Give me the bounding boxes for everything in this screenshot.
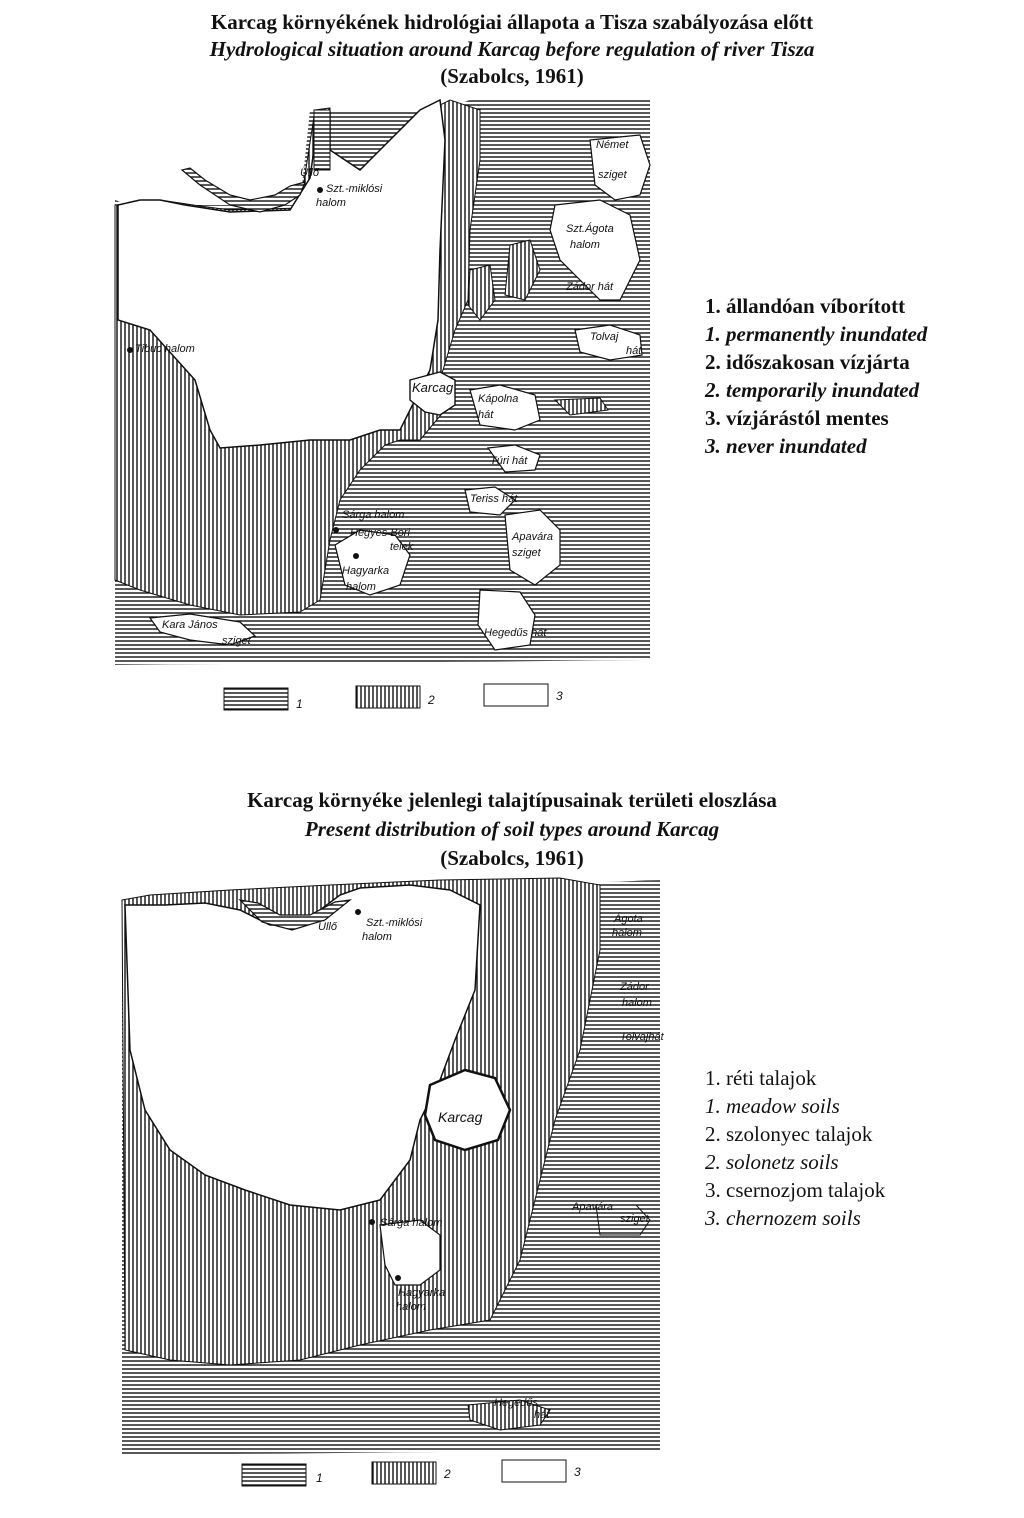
map2-key-swatch-1 (242, 1464, 306, 1486)
map1-key-label-2: 2 (428, 693, 435, 707)
map2-source: (Szabolcs, 1961) (440, 846, 584, 870)
map1-label-terisshat: Teriss hát (470, 493, 518, 505)
map1-label-telek: telek (390, 541, 414, 553)
map2-label-halom3: halom (622, 997, 652, 1009)
map2-label-halom1: halom (362, 931, 392, 943)
map1-north-strip (314, 110, 330, 170)
map2-marker-sztmiklosi (355, 909, 361, 915)
map1-label-hegyesbori: Hegyes Bori (350, 527, 410, 539)
map1-legend-3-hu: 3. vízjárástól mentes (705, 406, 889, 430)
map1-label-tolvaj: Tolvaj (590, 331, 619, 343)
map1-key-swatch-2 (356, 686, 420, 708)
map1-marker-sztmiklosi (317, 187, 323, 193)
map1-key (224, 684, 563, 711)
map1-key-swatch-3 (484, 684, 548, 706)
map2-label-sargahalom: Sárga halom (380, 1217, 443, 1229)
map2-label-halom2: halom (612, 927, 642, 939)
map1-label-sziget2: sziget (512, 547, 541, 559)
map1-legend-3-en: 3. never inundated (705, 434, 867, 458)
map1-label-nemet: Német (596, 139, 629, 151)
map2-label-hat: hát (534, 1409, 550, 1421)
map1-label-sztmiklosi: Szt.-miklósi (326, 183, 383, 195)
map1-label-hagyarka: Hagyarka (342, 565, 390, 577)
map2-title-en: Present distribution of soil types around Karcag (304, 817, 720, 841)
map2-label-hegedus: Hegedűs (494, 1397, 539, 1409)
map2-legend-2-en: 2. solonetz soils (705, 1150, 839, 1174)
map2-legend-3-en: 3. chernozem soils (705, 1206, 861, 1230)
map2-legend-2-hu: 2. szolonyec talajok (705, 1122, 873, 1146)
map1-source: (Szabolcs, 1961) (440, 64, 584, 88)
map1-label-karcag: Karcag (412, 380, 454, 395)
map1-legend-2-hu: 2. időszakosan vízjárta (705, 350, 910, 374)
map2-label-halom4: halom (396, 1301, 426, 1313)
map2-label-zador: Zádor (620, 981, 649, 993)
map1-marker-sargahalom (333, 527, 339, 533)
map1-marker-hagyarka (353, 553, 359, 559)
map2-legend-3-hu: 3. csernozjom talajok (705, 1178, 886, 1202)
map1 (115, 100, 650, 711)
map2-label-karcag: Karcag (438, 1109, 483, 1125)
map2-key-swatch-2 (372, 1462, 436, 1484)
map2 (122, 878, 665, 1486)
map2-marker-sargahalom (369, 1219, 375, 1225)
map1-key-label-3: 3 (556, 689, 563, 703)
map1-legend-1-hu: 1. állandóan víborított (705, 294, 906, 318)
map1-legend-2-en: 2. temporarily inundated (705, 378, 920, 402)
map2-legend-1-en: 1. meadow soils (705, 1094, 840, 1118)
map2-label-hagyarka: Hagyarka (398, 1287, 446, 1299)
map1-marker-tibuc (127, 347, 133, 353)
map2-legend (705, 1064, 885, 1232)
map2-key-label-3: 3 (574, 1465, 581, 1479)
map2-label-apavara: Apavára (572, 1201, 613, 1213)
map1-label-ullo: Üllő (300, 167, 319, 179)
map1-label-halom2: halom (570, 239, 600, 251)
map1-label-sziget3: sziget (222, 635, 251, 647)
map2-label-tolvajhat: Tolvajhát (620, 1031, 664, 1043)
map1-key-label-1: 1 (296, 697, 303, 711)
map2-key-swatch-3 (502, 1460, 566, 1482)
map1-label-sziget1: sziget (598, 169, 627, 181)
map2-key-label-2: 2 (444, 1467, 451, 1481)
map2-label-sztmiklosi: Szt.-miklósi (366, 917, 423, 929)
map1-label-sargahalom: Sárga halom (342, 509, 405, 521)
map1-label-hat2: hát (478, 409, 494, 421)
map2-legend-1-hu: 1. réti talajok (705, 1066, 817, 1090)
map1-label-kapolna: Kápolna (478, 393, 519, 405)
map1-legend-1-en: 1. permanently inundated (705, 322, 928, 346)
map1-label-hegedushat: Hegedűs hát (484, 627, 547, 639)
map1-title-en: Hydrological situation around Karcag before regulation of river Tisza (209, 37, 815, 61)
map2-key-label-1: 1 (316, 1471, 323, 1485)
map1-label-zadorhat: Zádor hát (566, 281, 614, 293)
map2-title-hu: Karcag környéke jelenlegi talajtípusainak területi eloszlása (247, 788, 777, 812)
map2-marker-hagyarka (395, 1275, 401, 1281)
map1-key-swatch-1 (224, 688, 288, 710)
map1-title-hu: Karcag környékének hidrológiai állapota a Tisza szabályozása előtt (210, 10, 814, 34)
map1-label-halom1: halom (316, 197, 346, 209)
map1-legend (705, 292, 927, 460)
map2-label-ullo: Üllő (318, 921, 337, 933)
map1-label-hat1: hát (626, 345, 642, 357)
map1-label-apavara: Apavára (512, 531, 553, 543)
map1-label-turihat: Túri hát (490, 455, 528, 467)
map2-label-sziget: sziget (620, 1213, 649, 1225)
map1-label-sztagota: Szt.Ágota (566, 223, 614, 235)
map1-label-tibuc: Tibuc halom (135, 343, 195, 355)
map1-label-karajanos: Kara János (162, 619, 218, 631)
map2-label-agota: Ágota (614, 913, 643, 925)
map2-key (242, 1460, 581, 1486)
map1-label-halom3: halom (346, 581, 376, 593)
